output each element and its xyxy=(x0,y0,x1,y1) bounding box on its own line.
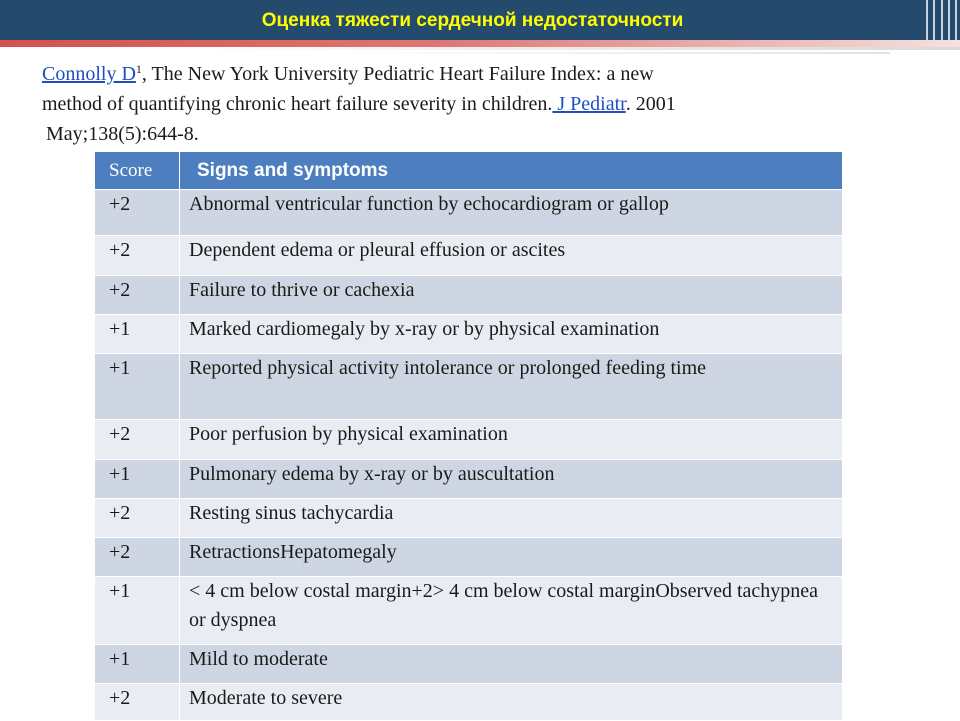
citation-title-cont: method of quantifying chronic heart failure severity in children. xyxy=(42,93,553,115)
decorative-line xyxy=(180,47,960,50)
row-sign: Marked cardiomegaly by x-ray or by physical examination xyxy=(180,315,843,354)
table-row xyxy=(95,684,843,721)
citation xyxy=(42,59,922,149)
slide-title: Оценка тяжести сердечной недостаточности xyxy=(261,10,684,31)
table-row xyxy=(95,276,843,315)
table-row xyxy=(95,538,843,577)
citation-year: . 2001 xyxy=(625,93,676,115)
row-sign: Mild to moderate xyxy=(180,645,843,684)
table-row xyxy=(95,420,843,460)
citation-line-1 xyxy=(42,59,922,89)
row-sign: Reported physical activity intolerance or prolonged feeding time xyxy=(180,354,843,420)
row-sign: Poor perfusion by physical examination xyxy=(180,420,843,460)
row-sign: Failure to thrive or cachexia xyxy=(180,276,843,315)
row-score: +1 xyxy=(95,354,180,420)
header-signs: Signs and symptoms xyxy=(180,152,843,190)
citation-line-3: May;138(5):644-8. xyxy=(46,123,199,145)
row-score: +2 xyxy=(95,499,180,538)
row-sign: Abnormal ventricular function by echocardiogram or gallop xyxy=(180,190,843,236)
table-row xyxy=(95,315,843,354)
accent-band xyxy=(0,40,960,47)
table-row xyxy=(95,577,843,645)
row-score: +1 xyxy=(95,645,180,684)
table-header-row xyxy=(95,152,843,190)
row-score: +2 xyxy=(95,538,180,577)
header-score: Score xyxy=(95,152,180,190)
row-score: +1 xyxy=(95,577,180,645)
row-sign: Dependent edema or pleural effusion or ascites xyxy=(180,236,843,276)
row-score: +2 xyxy=(95,236,180,276)
decorative-line xyxy=(330,52,890,54)
row-score: +2 xyxy=(95,420,180,460)
row-score: +1 xyxy=(95,315,180,354)
row-score: +2 xyxy=(95,684,180,721)
row-sign: Pulmonary edema by x-ray or by auscultation xyxy=(180,460,843,499)
table-row xyxy=(95,460,843,499)
citation-title: , The New York University Pediatric Heart Failure Index: a new xyxy=(141,63,654,85)
row-sign: RetractionsHepatomegaly xyxy=(180,538,843,577)
table-row xyxy=(95,190,843,236)
table-row xyxy=(95,354,843,420)
row-score: +2 xyxy=(95,190,180,236)
decorative-stripes xyxy=(920,0,960,40)
row-sign: Moderate to severe xyxy=(180,684,843,721)
row-sign: Resting sinus tachycardia xyxy=(180,499,843,538)
author-link[interactable]: Connolly D xyxy=(42,63,136,85)
table-row xyxy=(95,645,843,684)
table-row xyxy=(95,499,843,538)
severity-score-table xyxy=(94,151,843,721)
author-superscript: 1 xyxy=(135,62,142,76)
citation-line-2 xyxy=(42,89,922,119)
row-score: +2 xyxy=(95,276,180,315)
journal-link[interactable]: J Pediatr xyxy=(552,93,626,115)
row-score: +1 xyxy=(95,460,180,499)
title-bar xyxy=(0,0,960,40)
table-row xyxy=(95,236,843,276)
row-sign: < 4 cm below costal margin+2> 4 cm below costal marginObserved tachypnea or dyspnea xyxy=(180,577,843,645)
